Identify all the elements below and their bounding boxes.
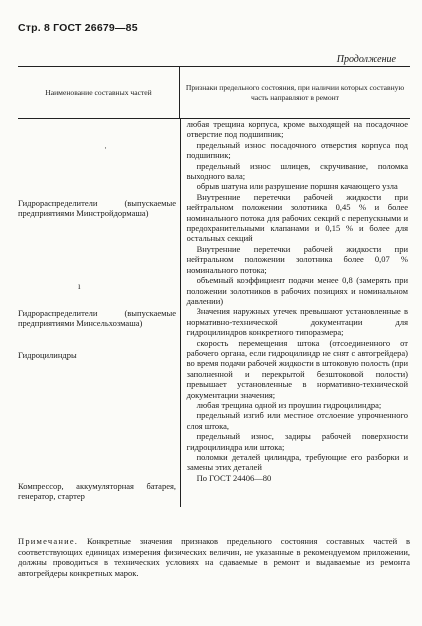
footnote-text: Конкретные значения признаков предельного состояния составных частей в соответствующих единицах измерения физических величин, не указанные в рекомендуемом приложении, должны проводиться в технических условиях на сдаваемые в ремонт и выдаваемые из ремонта автогрейдеры конкретных марок. <box>18 536 411 578</box>
footnote <box>18 536 410 578</box>
criteria-text: Внутренние перетечки рабочей жидкости при нейтральном положении золотника более 0,07 % номинального потока; <box>186 243 408 275</box>
criteria-text: любая трещина корпуса, кроме выходящей на посадочное отверстие под подшипник; <box>186 119 408 140</box>
criteria-text: объемный коэффициент подачи менее 0,8 (замерять при положении золотников в рабочих позициях и номинальном давлении) <box>186 275 408 306</box>
criteria-text: предельный износ посадочного отверстия корпуса под подшипник; <box>186 139 408 161</box>
column-header-criteria: Признаки предельного состояния, при наличии которых составную часть направляют в ремонт <box>185 83 405 102</box>
criteria-text: Внутренние перетечки рабочей жидкости при нейтральном положении золотника 0,45 % и более номинального потока для рабочих секций с перепускными и предохранительными клапанами и 0,15 % и более для остальных секций <box>186 191 408 244</box>
print-dot: · <box>104 143 107 153</box>
footnote-lead: Примечание. <box>18 536 79 546</box>
column-header-parts: Наименование составных частей <box>18 67 180 118</box>
criteria-text: предельный износ, задиры рабочей поверхности гидроцилиндра или штока; <box>186 431 408 452</box>
parts-table <box>18 66 410 507</box>
criteria-text: По ГОСТ 24406—80 <box>196 472 272 483</box>
table-body <box>18 119 410 507</box>
row-name-compressor: Компрессор, аккумуляторная батарея, генератор, стартер <box>18 481 176 502</box>
criteria-text: предельный износ шлицев, скручивание, поломка выходного вала; <box>186 160 408 182</box>
row-name-distributors-minstroy: Гидрораспределители (выпускаемые предприятиями Минстройдормаша) <box>18 198 176 219</box>
row-name-distributors-minselkhoz: Гидрораспределители (выпускаемые предприятиями Минсельхозмаша) <box>18 308 176 329</box>
criteria-column <box>181 119 410 507</box>
criteria-text: предельный изгиб или местное отслоение упрочненного слоя штока, <box>186 410 408 431</box>
parts-column <box>18 119 181 507</box>
criteria-text: обрыв шатуна или разрушение поршня качающего узла <box>196 181 398 192</box>
criteria-text: поломки деталей цилиндра, требующие его разборки и замены этих деталей <box>186 452 408 473</box>
row-name-hydrocylinders: Гидроцилиндры <box>18 350 77 360</box>
continued-label: Продолжение <box>336 54 396 65</box>
page-header: Стр. 8 ГОСТ 26679—85 <box>18 22 138 34</box>
table-header <box>18 67 410 119</box>
criteria-text: Значения наружных утечек превышают установленные в нормативно-технической документации для гидроцилиндров конкретного типоразмера; <box>186 306 408 338</box>
print-dot: ı <box>78 281 81 291</box>
criteria-text: любая трещина одной из проушин гидроцилиндра; <box>196 399 382 410</box>
criteria-text: скорость перемещения штока (отсоединенного от рабочего органа, если гидроцилиндр не снят с автогрейдера) во время подачи рабочей жидкости в штоковую полость (при заполненной и перекрытой безштоковой полости) превышает установленные в нормативно-технической документации значения; <box>186 337 408 400</box>
